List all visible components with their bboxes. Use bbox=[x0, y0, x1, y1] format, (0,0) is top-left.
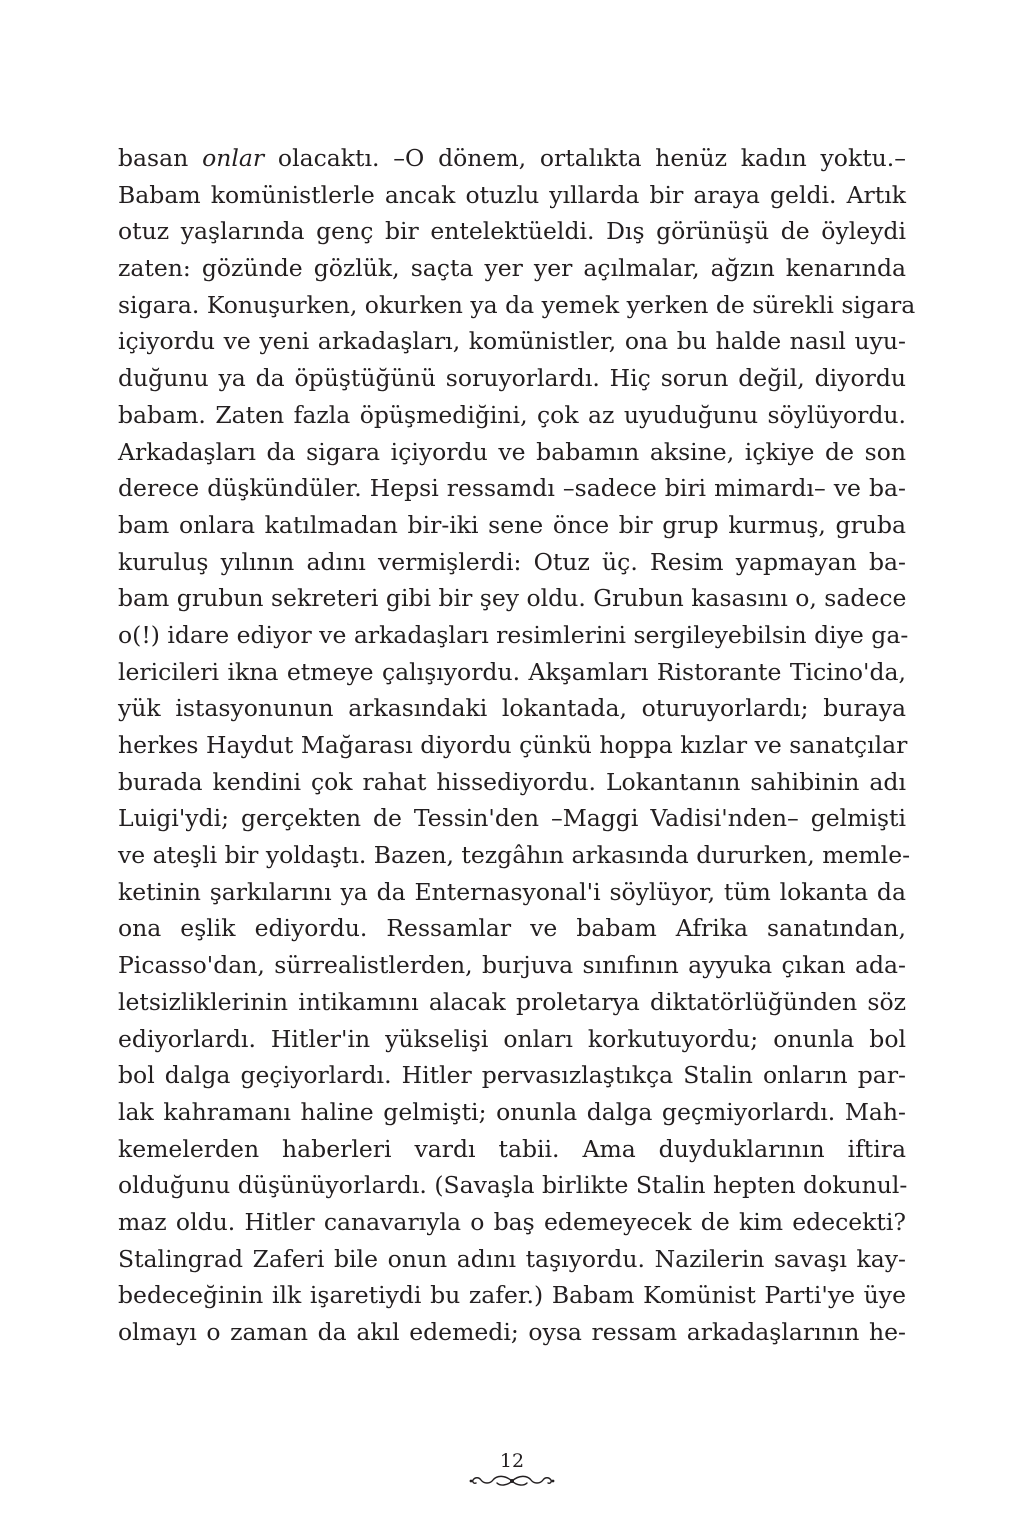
text-line: maz oldu. Hitler canavarıyla o baş edemeyecek de kim edecekti? bbox=[118, 1207, 906, 1236]
italic-emphasis: onlar bbox=[202, 144, 265, 172]
text-line: olduğunu düşünüyorlardı. (Savaşla birlikte Stalin hepten dokunul- bbox=[118, 1171, 908, 1200]
text-line: Arkadaşları da sigara içiyordu ve babamın aksine, içkiye de son bbox=[118, 437, 906, 466]
text-line: ona eşlik ediyordu. Ressamlar ve babam Afrika sanatından, bbox=[118, 914, 906, 943]
text-line: kuruluş yılının adını vermişlerdi: Otuz üç. Resim yapmayan ba- bbox=[118, 547, 906, 576]
text-line: bam grubun sekreteri gibi bir şey oldu. Grubun kasasını o, sadece bbox=[118, 584, 907, 613]
text-line: Picasso'dan, sürrealistlerden, burjuva sınıfının ayyuka çıkan ada- bbox=[118, 951, 906, 980]
text-line: Stalingrad Zaferi bile onun adını taşıyordu. Nazilerin savaşı kay- bbox=[118, 1244, 906, 1273]
text-line: yük istasyonunun arkasındaki lokantada, oturuyorlardı; buraya bbox=[118, 694, 906, 723]
text-line: içiyordu ve yeni arkadaşları, komünistler, ona bu halde nasıl uyu- bbox=[118, 327, 906, 356]
text-segment: basan bbox=[118, 144, 203, 172]
page-footer bbox=[0, 1450, 1024, 1490]
text-line: bam onlara katılmadan bir-iki sene önce bir grup kurmuş, gruba bbox=[118, 510, 906, 539]
text-line: Babam komünistlerle ancak otuzlu yıllarda bir araya geldi. Artık bbox=[118, 180, 906, 209]
text-line: Luigi'ydi; gerçekten de Tessin'den –Maggi Vadisi'nden– gelmişti bbox=[118, 804, 906, 833]
text-line: olmayı o zaman da akıl edemedi; oysa ressam arkadaşlarının he- bbox=[118, 1318, 906, 1346]
text-line-1 bbox=[118, 140, 906, 177]
text-line: ketinin şarkılarını ya da Enternasyonal'i söylüyor, tüm lokanta da bbox=[118, 877, 906, 906]
text-line: otuz yaşlarında genç bir entelektüeldi. Dış görünüşü de öyleydi bbox=[118, 217, 906, 246]
text-line: bedeceğinin ilk işaretiydi bu zafer.) Babam Komünist Parti'ye üye bbox=[118, 1281, 906, 1310]
page-number: 12 bbox=[499, 1450, 525, 1472]
text-line: kemelerden haberleri vardı tabii. Ama duyduklarının iftira bbox=[118, 1134, 906, 1163]
text-line: herkes Haydut Mağarası diyordu çünkü hoppa kızlar ve sanatçılar bbox=[118, 731, 908, 759]
text-line: o(!) idare ediyor ve arkadaşları resimlerini sergileyebilsin diye ga- bbox=[118, 620, 909, 649]
text-line: bol dalga geçiyorlardı. Hitler pervasızlaştıkça Stalin onların par- bbox=[118, 1061, 906, 1090]
text-line: babam. Zaten fazla öpüşmediğini, çok az uyuduğunu söylüyordu. bbox=[118, 400, 906, 429]
text-line: lericileri ikna etmeye çalışıyordu. Akşamları Ristorante Ticino'da, bbox=[118, 657, 906, 686]
text-line: zaten: gözünde gözlük, saçta yer yer açılmalar, ağzın kenarında bbox=[118, 254, 906, 283]
text-segment: olacaktı. –O dönem, ortalıkta henüz kadın yoktu.– bbox=[264, 144, 906, 172]
text-line: letsizliklerinin intikamını alacak proletarya diktatörlüğünden söz bbox=[118, 987, 906, 1016]
text-line: derece düşkündüler. Hepsi ressamdı –sadece biri mimardı– ve ba- bbox=[118, 474, 906, 503]
body-text bbox=[118, 140, 916, 1351]
swirl-ornament-icon bbox=[467, 1472, 557, 1490]
text-line: ediyorlardı. Hitler'in yükselişi onları korkutuyordu; onunla bol bbox=[118, 1024, 906, 1053]
text-line: lak kahramanı haline gelmişti; onunla dalga geçmiyorlardı. Mah- bbox=[118, 1097, 906, 1126]
text-line: sigara. Konuşurken, okurken ya da yemek yerken de sürekli sigara bbox=[118, 290, 916, 319]
text-line: duğunu ya da öpüştüğünü soruyorlardı. Hiç sorun değil, diyordu bbox=[118, 364, 906, 393]
text-line: burada kendini çok rahat hissediyordu. Lokantanın sahibinin adı bbox=[118, 767, 906, 796]
text-line: ve ateşli bir yoldaştı. Bazen, tezgâhın arkasında dururken, memle- bbox=[118, 841, 911, 870]
